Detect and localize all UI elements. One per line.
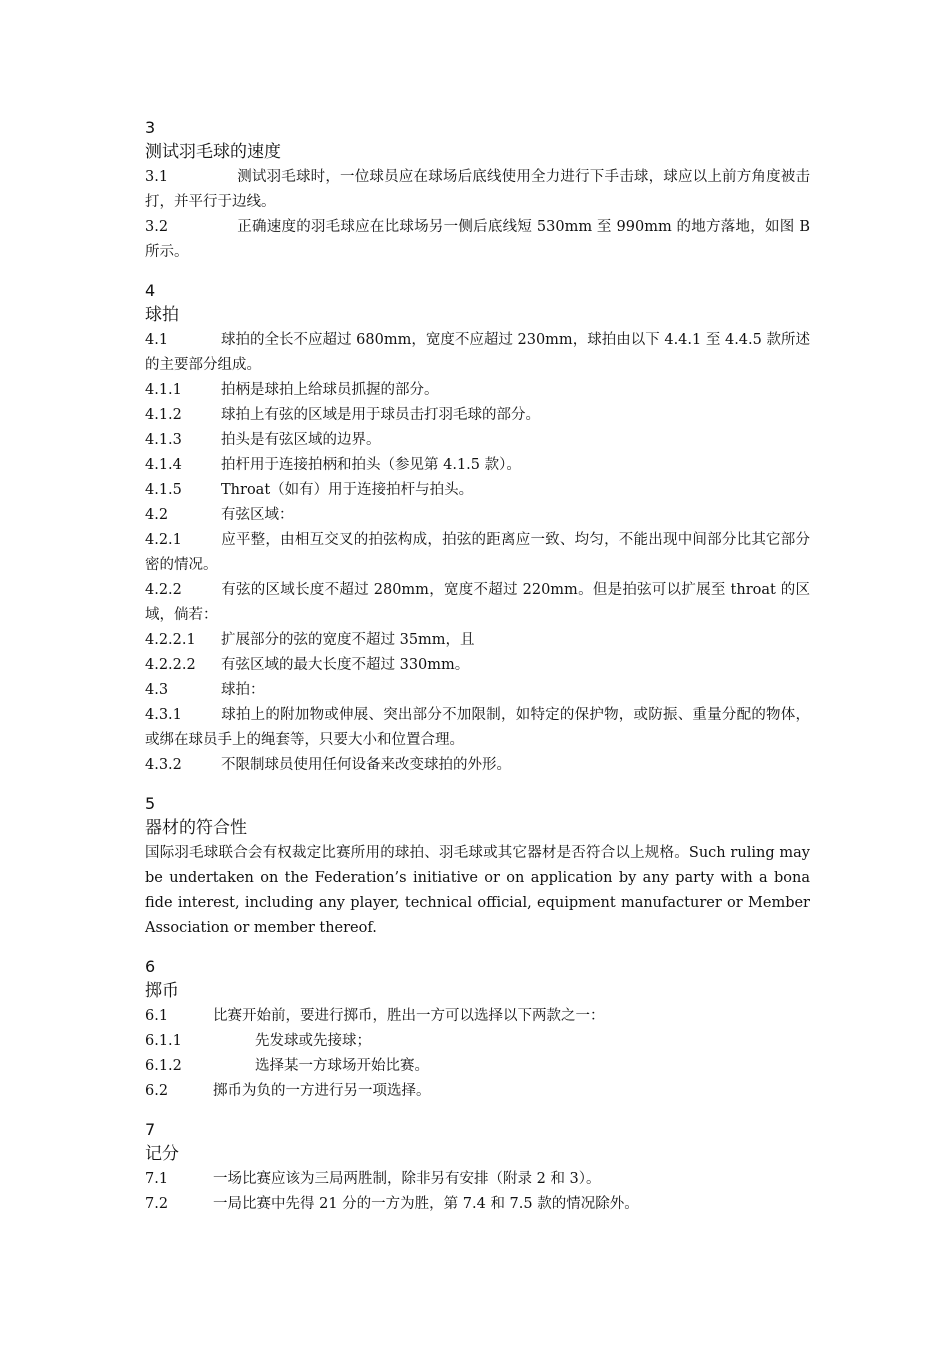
clause-number: 4.1.4 — [145, 457, 182, 473]
clause-text: 有弦的区域长度不超过 280mm，宽度不超过 220mm。但是拍弦可以扩展至 throat 的区域，倘若： — [145, 582, 810, 623]
clause-text: 球拍上有弦的区域是用于球员击打羽毛球的部分。 — [221, 407, 540, 423]
clause-4-2-2-2 — [145, 653, 810, 678]
clause-text: 球拍的全长不应超过 680mm，宽度不应超过 230mm，球拍由以下 4.4.1 至 4.4.5 款所述的主要部分组成。 — [145, 332, 810, 373]
clause-6-1-2 — [145, 1054, 810, 1079]
section-5-body: 国际羽毛球联合会有权裁定比赛所用的球拍、羽毛球或其它器材是否符合以上规格。Such ruling may be undertaken on the Federation’s initiative or on application by any party with a bona fide interest, including any player, technical official, equipment manufacturer or Member Association or member thereof. — [145, 845, 810, 936]
clause-text: 先发球或先接球； — [255, 1033, 371, 1049]
clause-4-1-5 — [145, 478, 810, 503]
clause-7-1 — [145, 1167, 810, 1192]
section-title: 掷币 — [145, 981, 179, 1001]
section-6 — [145, 954, 810, 1104]
clause-text: 拍杆用于连接拍柄和拍头（参见第 4.1.5 款）。 — [221, 457, 521, 473]
clause-number: 4.2.2.1 — [145, 632, 196, 648]
clause-text: 一场比赛应该为三局两胜制，除非另有安排（附录 2 和 3）。 — [213, 1171, 601, 1187]
clause-text: 应平整，由相互交叉的拍弦构成，拍弦的距离应一致、均匀，不能出现中间部分比其它部分密的情况。 — [145, 532, 810, 573]
clause-4-1-2 — [145, 403, 810, 428]
clause-text: 有弦区域： — [221, 507, 294, 523]
clause-text: 球拍： — [221, 682, 265, 698]
clause-6-1-1 — [145, 1029, 810, 1054]
clause-text: 拍头是有弦区域的边界。 — [221, 432, 381, 448]
clause-4-1-3 — [145, 428, 810, 453]
clause-4-3 — [145, 678, 810, 703]
section-title: 测试羽毛球的速度 — [145, 142, 281, 162]
section-4 — [145, 278, 810, 778]
clause-number: 3.1 — [145, 169, 169, 185]
clause-text: 球拍上的附加物或伸展、突出部分不加限制，如特定的保护物，或防振、重量分配的物体，或绑在球员手上的绳套等，只要大小和位置合理。 — [145, 707, 810, 748]
clause-number: 6.1.2 — [145, 1058, 182, 1074]
clause-6-2 — [145, 1079, 810, 1104]
clause-number: 7.2 — [145, 1196, 169, 1212]
clause-number: 4.1 — [145, 332, 169, 348]
section-5 — [145, 791, 810, 941]
clause-number: 4.1.2 — [145, 407, 182, 423]
clause-3-2 — [145, 215, 810, 265]
clause-4-2 — [145, 503, 810, 528]
clause-text: 扩展部分的弦的宽度不超过 35mm，且 — [221, 632, 475, 648]
section-3 — [145, 115, 810, 265]
clause-text: 不限制球员使用任何设备来改变球拍的外形。 — [221, 757, 511, 773]
clause-text: 一局比赛中先得 21 分的一方为胜，第 7.4 和 7.5 款的情况除外。 — [213, 1196, 639, 1212]
clause-text: 选择某一方球场开始比赛。 — [255, 1058, 429, 1074]
clause-number: 4.1.1 — [145, 382, 182, 398]
clause-4-1-4 — [145, 453, 810, 478]
section-number: 3 — [145, 118, 156, 137]
clause-number: 7.1 — [145, 1171, 169, 1187]
clause-text: Throat（如有）用于连接拍杆与拍头。 — [221, 482, 474, 498]
clause-number: 4.1.5 — [145, 482, 182, 498]
section-title: 器材的符合性 — [145, 818, 247, 838]
section-number: 4 — [145, 281, 156, 300]
clause-text: 掷币为负的一方进行另一项选择。 — [213, 1083, 431, 1099]
clause-number: 4.2 — [145, 507, 169, 523]
section-7 — [145, 1117, 810, 1217]
clause-6-1 — [145, 1004, 810, 1029]
clause-number: 4.2.2.2 — [145, 657, 196, 673]
clause-text: 比赛开始前，要进行掷币，胜出一方可以选择以下两款之一： — [213, 1008, 605, 1024]
clause-3-1 — [145, 165, 810, 215]
section-title: 记分 — [145, 1144, 179, 1164]
clause-number: 4.1.3 — [145, 432, 182, 448]
document-page — [145, 0, 810, 1217]
clause-number: 4.3 — [145, 682, 169, 698]
section-number: 5 — [145, 794, 156, 813]
clause-4-2-2 — [145, 578, 810, 628]
clause-number: 6.1 — [145, 1008, 169, 1024]
clause-text: 拍柄是球拍上给球员抓握的部分。 — [221, 382, 439, 398]
clause-7-2 — [145, 1192, 810, 1217]
clause-number: 3.2 — [145, 219, 169, 235]
section-number: 6 — [145, 957, 156, 976]
clause-number: 6.1.1 — [145, 1033, 182, 1049]
clause-number: 4.3.2 — [145, 757, 182, 773]
clause-text: 有弦区域的最大长度不超过 330mm。 — [221, 657, 470, 673]
clause-4-2-2-1 — [145, 628, 810, 653]
clause-4-1 — [145, 328, 810, 378]
clause-number: 6.2 — [145, 1083, 169, 1099]
clause-text: 正确速度的羽毛球应在比球场另一侧后底线短 530mm 至 990mm 的地方落地，如图 B 所示。 — [145, 219, 810, 260]
clause-4-1-1 — [145, 378, 810, 403]
clause-number: 4.3.1 — [145, 707, 182, 723]
clause-text: 测试羽毛球时，一位球员应在球场后底线使用全力进行下手击球，球应以上前方角度被击打，并平行于边线。 — [145, 169, 810, 210]
clause-4-2-1 — [145, 528, 810, 578]
clause-number: 4.2.1 — [145, 532, 182, 548]
section-number: 7 — [145, 1120, 156, 1139]
section-title: 球拍 — [145, 305, 179, 325]
clause-4-3-1 — [145, 703, 810, 753]
clause-number: 4.2.2 — [145, 582, 182, 598]
clause-4-3-2 — [145, 753, 810, 778]
